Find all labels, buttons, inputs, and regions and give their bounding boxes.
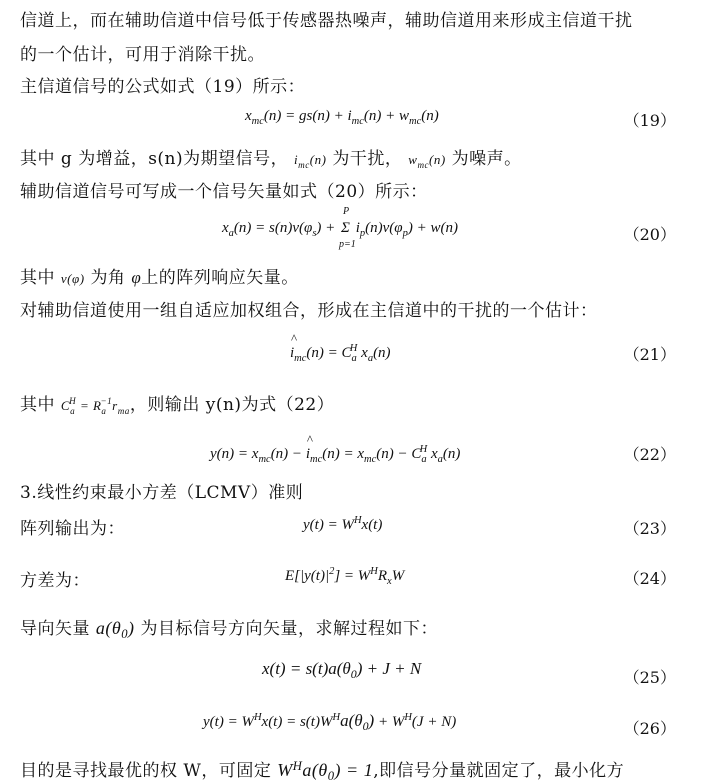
text-segment: 其中 — [20, 268, 55, 288]
equation-number-21: （21） — [623, 345, 676, 364]
paragraph-line-1: 信道上，而在辅助信道中信号低于传感器热噪声，辅助信道用来形成主信道干扰 — [20, 11, 633, 31]
text-segment: 目的是寻找最优的权 W，可固定 — [20, 761, 272, 781]
equation-21: ^ $i_{mc}(n) = C_a^H$ $x_a(n)$ — [290, 343, 391, 364]
equation-number-20: （20） — [623, 225, 676, 244]
text-segment: 导向矢量 — [20, 619, 90, 639]
paragraph-line-10: 阵列输出为： — [20, 519, 125, 539]
paragraph-line-11: 方差为： — [20, 571, 90, 591]
text-segment: 为目标信号方向矢量，求解过程如下： — [140, 619, 438, 639]
text-segment: ，则输出 y(n)为式（22） — [129, 395, 335, 415]
section-heading-lcmv: 3.线性约束最小方差（LCMV）准则 — [20, 483, 304, 503]
steering-vector-symbol: $a(\theta_0)$ — [95, 618, 135, 641]
equation-number-23: （23） — [623, 519, 676, 538]
paragraph-line-12 — [20, 614, 438, 642]
noise-symbol: $w_{mc}(n)$ — [408, 152, 446, 170]
text-segment: 其中 g 为增益，s(n)为期望信号， — [20, 149, 289, 169]
equation-number-22: （22） — [623, 445, 676, 464]
equation-19: $x_{mc}(n) = gs(n) + i_{mc}(n) + w_{mc}(n)$ — [245, 108, 439, 127]
equation-23: $y(t) = W^Hx(t)$ — [303, 515, 383, 533]
equation-number-19: （19） — [623, 111, 676, 130]
text-segment: 其中 — [20, 395, 55, 415]
equation-20: $x_a(n) = s(n)v(\varphi_s)$ + P Σ p=1 $i_p(n)v(\varphi_p) + w(n)$ — [222, 206, 458, 250]
equation-24: $E[|y(t)|^2] = W^HR_xW$ — [285, 566, 405, 587]
text-segment: ,即信号分量就固定了，最小化方 — [373, 761, 625, 781]
array-response-symbol: v(φ) — [60, 271, 85, 286]
equation-number-25: （25） — [623, 668, 676, 687]
equation-number-26: （26） — [623, 719, 676, 738]
text-segment: 为角 — [90, 268, 126, 288]
text-segment: 上的阵列响应矢量。 — [141, 268, 299, 288]
equation-number-24: （24） — [623, 569, 676, 588]
equation-25: $x(t) = s(t)a(\theta_0) + J + N$ — [262, 659, 422, 681]
paragraph-line-2: 的一个估计，可用于消除干扰。 — [20, 45, 265, 65]
text-segment: 为干扰， — [332, 149, 403, 169]
weight-expression: $C_a^H = R_a^{-1}r_{ma}$ — [60, 396, 130, 416]
paragraph-line-3: 主信道信号的公式如式（19）所示： — [20, 77, 306, 97]
text-segment: 为噪声。 — [451, 149, 522, 169]
phi-symbol: φ — [131, 268, 142, 287]
paragraph-line-5: 辅助信道信号可写成一个信号矢量如式（20）所示： — [20, 182, 428, 202]
equation-22: $y(n) = x_{mc}(n)$ − ^ $i_{mc}(n) = x_{mc}(n) - C_a^H$ $x_a(n)$ — [210, 444, 460, 465]
paragraph-line-13 — [20, 756, 624, 784]
paragraph-line-8 — [20, 390, 334, 416]
paragraph-line-7: 对辅助信道使用一组自适应加权组合，形成在主信道中的干扰的一个估计： — [20, 301, 598, 321]
constraint-expression: $W^Ha(\theta_0) = 1$ — [277, 759, 374, 783]
interference-symbol: $i_{mc}(n)$ — [294, 152, 327, 170]
paragraph-line-4 — [20, 144, 522, 170]
equation-26: $y(t) = W^Hx(t) = s(t)W^Ha(\theta_0) + W^H(J + N)$ — [203, 711, 457, 733]
paragraph-line-6 — [20, 263, 299, 288]
